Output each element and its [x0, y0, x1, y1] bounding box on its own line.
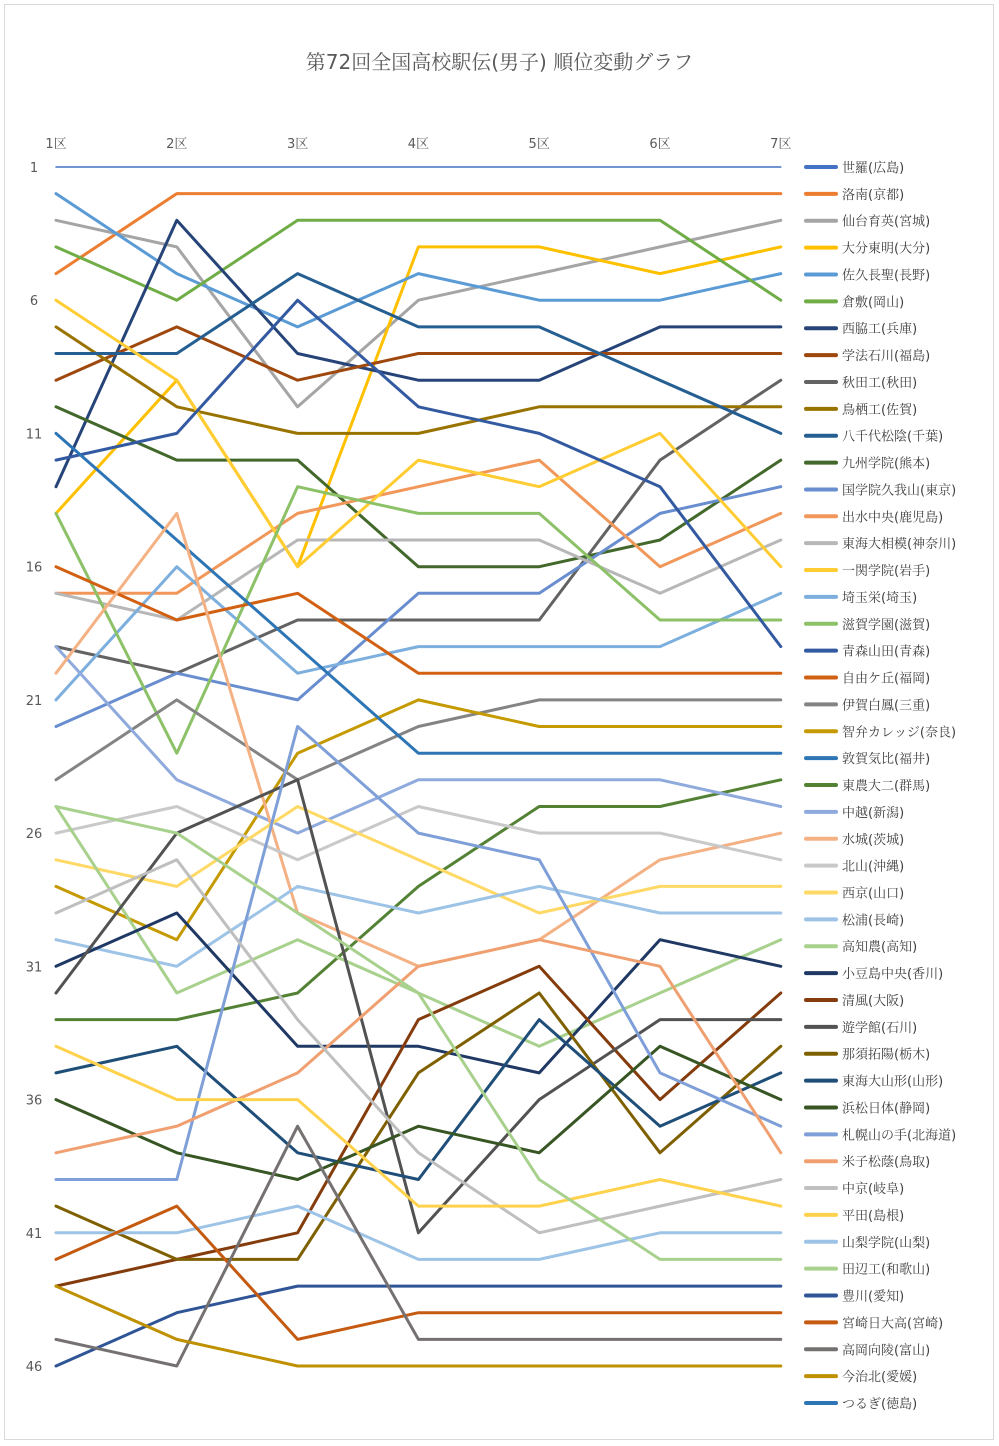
y-tick-label: 21	[25, 693, 43, 709]
y-tick-label: 36	[25, 1093, 43, 1109]
chart-title: 第72回全国高校駅伝(男子) 順位変動グラフ	[305, 50, 694, 74]
legend-label: 豊川(愛知)	[842, 1289, 905, 1305]
legend-label: 遊学館(石川)	[842, 1020, 918, 1036]
legend-label: 西脇工(兵庫)	[842, 322, 918, 338]
legend-label: 今治北(愛媛)	[842, 1370, 918, 1386]
legend-label: 国学院久我山(東京)	[842, 483, 957, 499]
legend-label: 鳥栖工(佐賀)	[842, 402, 918, 418]
legend-label: 仙台育英(宮城)	[842, 214, 931, 230]
y-tick-label: 31	[25, 960, 43, 976]
series-line	[56, 807, 781, 1047]
y-tick-label: 26	[25, 827, 43, 843]
series-lines	[56, 167, 781, 1366]
y-tick-label: 11	[25, 427, 43, 443]
series-line	[56, 1286, 781, 1366]
legend-label: 東海大山形(山形)	[842, 1074, 944, 1090]
series-line	[56, 380, 781, 673]
legend-label: 水城(茨城)	[842, 832, 905, 848]
legend-label: 那須拓陽(栃木)	[842, 1047, 931, 1063]
x-axis-labels	[45, 137, 791, 152]
legend-label: 東農大二(群馬)	[842, 779, 931, 795]
legend-label: 洛南(京都)	[842, 187, 905, 203]
series-line	[56, 220, 781, 300]
series-line	[56, 1286, 781, 1366]
y-tick-label: 6	[29, 294, 39, 310]
legend-label: 秋田工(秋田)	[842, 375, 918, 391]
x-tick-label: 7区	[770, 137, 792, 152]
x-tick-label: 4区	[407, 137, 430, 152]
legend-label: 一関学院(岩手)	[842, 564, 931, 580]
legend-label: 高岡向陵(富山)	[842, 1343, 931, 1359]
legend-label: 中越(新潟)	[842, 805, 905, 821]
series-line	[56, 194, 781, 274]
legend-label: つるぎ(徳島)	[842, 1397, 918, 1413]
legend-label: 田辺工(和歌山)	[842, 1262, 931, 1278]
series-line	[56, 1046, 781, 1179]
legend-label: 智弁カレッジ(奈良)	[842, 725, 957, 741]
legend-label: 浜松日体(静岡)	[842, 1101, 931, 1117]
series-line	[56, 487, 781, 727]
series-line	[56, 700, 781, 940]
legend-label: 大分東明(大分)	[842, 241, 931, 257]
legend-label: 佐久長聖(長野)	[842, 268, 931, 284]
legend-label: 学法石川(福島)	[842, 349, 931, 365]
series-line	[56, 460, 781, 593]
legend-label: 青森山田(青森)	[842, 644, 931, 660]
legend-label: 中京(岐阜)	[842, 1182, 905, 1198]
legend-label: 八千代松陰(千葉)	[842, 429, 944, 445]
x-tick-label: 3区	[286, 137, 309, 152]
y-tick-label: 46	[25, 1360, 43, 1375]
legend-label: 米子松蔭(鳥取)	[842, 1155, 931, 1171]
legend-label: 九州学院(熊本)	[842, 456, 931, 472]
y-tick-label: 16	[25, 560, 43, 576]
legend-label: 東海大相模(神奈川)	[842, 537, 957, 553]
series-line	[56, 807, 781, 1260]
legend-label: 倉敷(岡山)	[842, 295, 905, 311]
legend-label: 山梨学院(山梨)	[842, 1235, 931, 1251]
legend-label: 札幌山の手(北海道)	[842, 1128, 957, 1144]
y-axis-labels	[26, 161, 43, 1375]
x-tick-label: 1区	[45, 137, 67, 152]
legend-label: 出水中央(鹿児島)	[842, 510, 944, 526]
y-tick-label: 1	[29, 161, 39, 176]
legend	[806, 160, 956, 1412]
legend-label: 敦賀気比(福井)	[842, 752, 931, 768]
legend-label: 北山(沖縄)	[842, 859, 905, 875]
legend-label: 清風(大阪)	[842, 993, 905, 1009]
y-tick-label: 41	[25, 1226, 43, 1242]
series-line	[56, 1126, 781, 1366]
legend-label: 松浦(長崎)	[842, 913, 905, 929]
legend-label: 滋賀学園(滋賀)	[842, 617, 931, 633]
legend-label: 伊賀白鳳(三重)	[842, 698, 931, 714]
x-tick-label: 5区	[528, 137, 550, 152]
legend-label: 平田(島根)	[842, 1208, 905, 1224]
legend-label: 西京(山口)	[842, 886, 905, 902]
series-line	[56, 780, 781, 1233]
legend-label: 小豆島中央(香川)	[842, 967, 944, 983]
series-line	[56, 194, 781, 327]
series-line	[56, 727, 781, 1180]
x-tick-label: 2区	[166, 137, 188, 152]
legend-label: 自由ケ丘(福岡)	[842, 671, 931, 687]
legend-label: 埼玉栄(埼玉)	[842, 590, 918, 606]
legend-label: 高知農(高知)	[842, 940, 918, 956]
series-line	[56, 807, 781, 914]
x-tick-label: 6区	[649, 137, 671, 152]
series-line	[56, 886, 781, 966]
legend-label: 宮崎日大高(宮崎)	[842, 1316, 944, 1332]
series-line	[56, 1020, 781, 1180]
legend-label: 世羅(広島)	[842, 161, 905, 176]
